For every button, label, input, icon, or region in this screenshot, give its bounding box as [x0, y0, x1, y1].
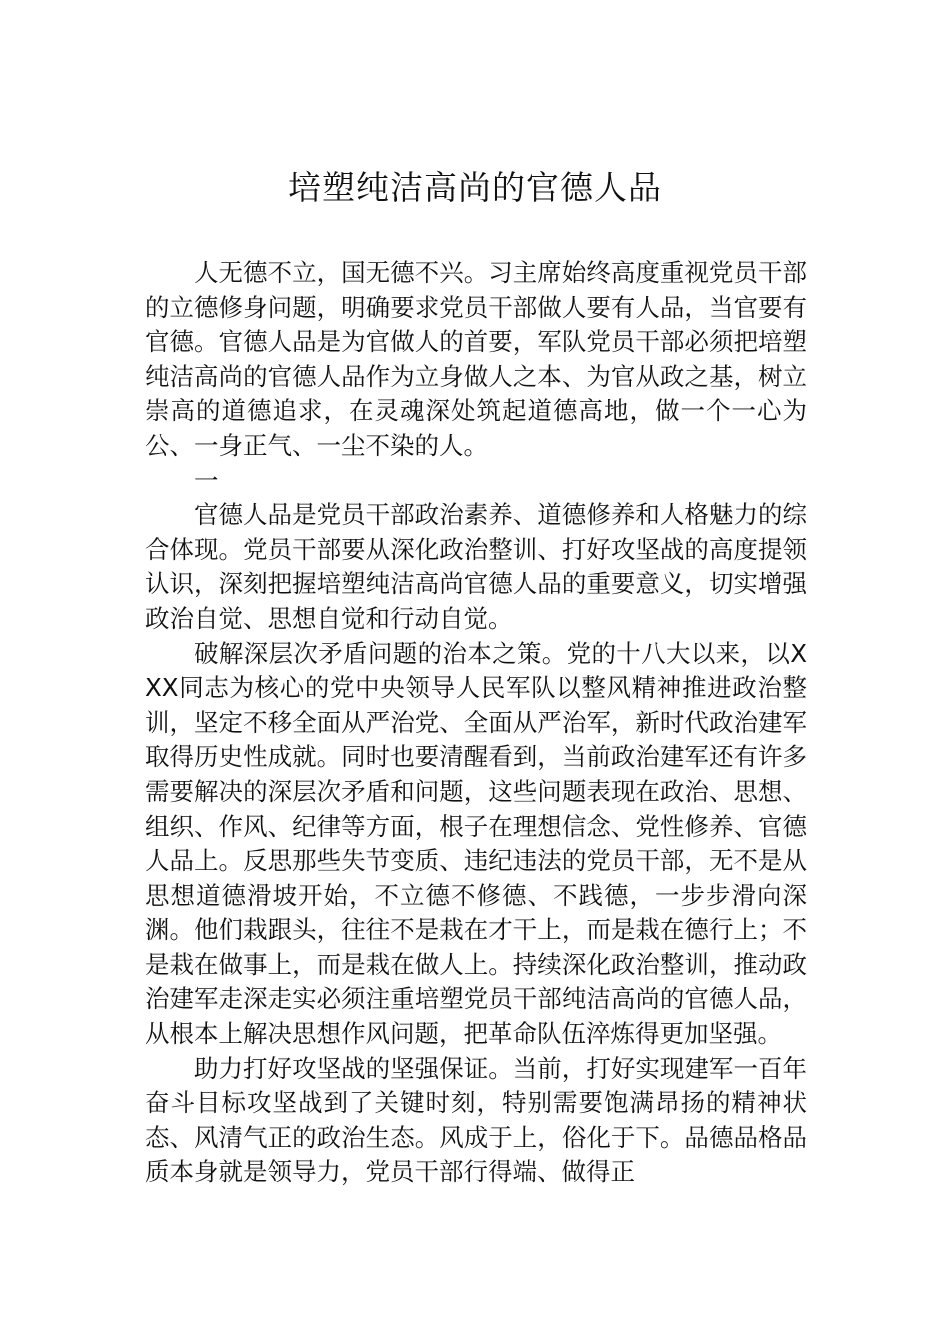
paragraph-guarantee: 助力打好攻坚战的坚强保证。当前，打好实现建军一百年奋斗目标攻坚战到了关键时刻，特别需要饱满昂扬的精神状态、风清气正的政治生态。风成于上，俗化于下。品德品格品质本身就是领导力，党员干部行得端、做得正 [145, 1053, 807, 1187]
document-body [145, 256, 807, 1190]
document-title: 培塑纯洁高尚的官德人品 [288, 168, 662, 207]
paragraph-root-policy: 破解深层次矛盾问题的治本之策。党的十八大以来，以XXX同志为核心的党中央领导人民军队以整风精神推进政治整训，坚定不移全面从严治党、全面从严治军，新时代政治建军取得历史性成就。同时也要清醒看到，当前政治建军还有许多需要解决的深层次矛盾和问题，这些问题表现在政治、思想、组织、作风、纪律等方面，根子在理想信念、党性修养、官德人品上。反思那些失节变质、违纪违法的党员干部，无不是从思想道德滑坡开始，不立德不修德、不践德，一步步滑向深渊。他们栽跟头，往往不是栽在才干上，而是栽在德行上；不是栽在做事上，而是栽在做人上。持续深化政治整训，推动政治建军走深走实必须注重培塑党员干部纯洁高尚的官德人品，从根本上解决思想作风问题，把革命队伍淬炼得更加坚强。 [145, 638, 807, 1049]
paragraph-intro: 人无德不立，国无德不兴。习主席始终高度重视党员干部的立德修身问题，明确要求党员干部做人要有人品，当官要有官德。官德人品是为官做人的首要，军队党员干部必须把培塑纯洁高尚的官德人品作为立身做人之本、为官从政之基，树立崇高的道德追求，在灵魂深处筑起道德高地，做一个一心为公、一身正气、一尘不染的人。 [145, 258, 807, 460]
paragraph-overview: 官德人品是党员干部政治素养、道德修养和人格魅力的综合体现。党员干部要从深化政治整训、打好攻坚战的高度提领认识，深刻把握培塑纯洁高尚官德人品的重要意义，切实增强政治自觉、思想自觉和行动自觉。 [145, 500, 807, 633]
section-number: 一 [194, 465, 219, 495]
